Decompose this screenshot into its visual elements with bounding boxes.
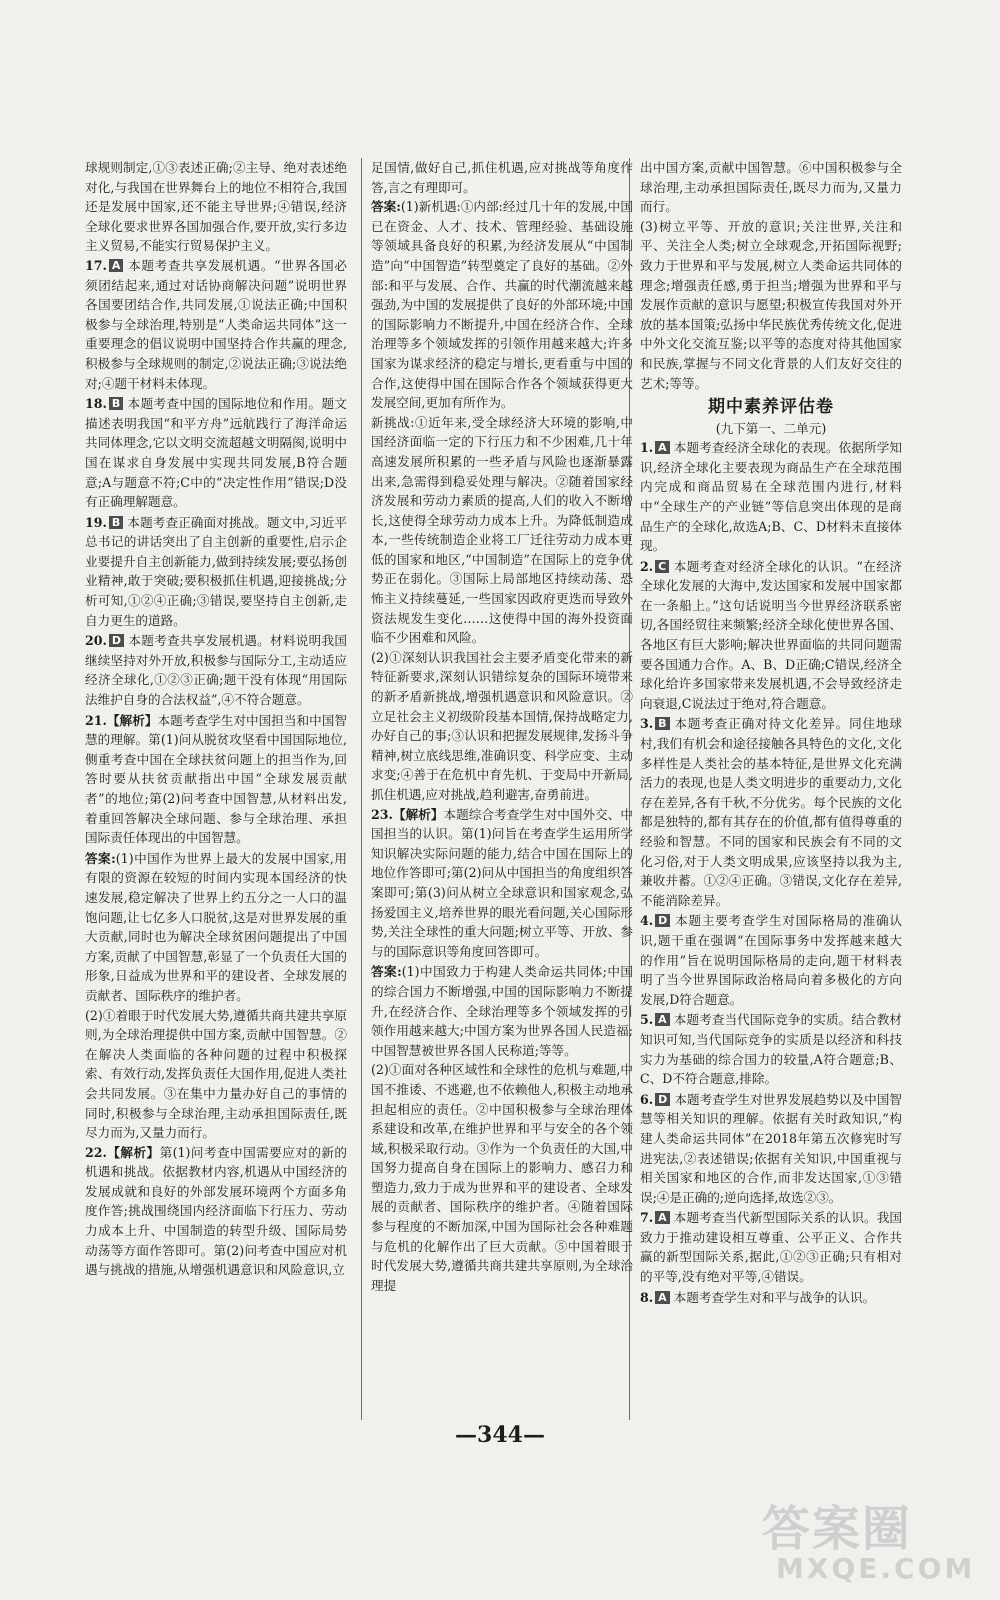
answer-badge: D <box>655 1093 670 1106</box>
answer-item-18: 18. B 本题考查中国的国际地位和作用。题文描述表明我国“和平方舟”远航践行了海洋命运共同体理念,它以文明交流超越文明隔阂,说明中国在谋求自身发展中实现共同发展,B符合题意;A与题意不符;C中的“决定性作用”错误;D没有正确理解题意。 <box>85 396 347 510</box>
watermark <box>752 1490 976 1590</box>
analysis-label: 【解析】 <box>106 712 158 728</box>
analysis-label: 【解析】 <box>106 1144 160 1160</box>
left-column <box>85 158 347 1420</box>
continued-text: 足国情,做好自己,抓住机遇,应对挑战等角度作答,言之有理即可。 <box>371 160 633 195</box>
answer-block: 答案:(1)中国致力于构建人类命运共同体;中国的综合国力不断增强,中国的国际影响力不断提升,在经济合作、全球治理等多个领域发挥的引领作用越来越大;中国方案为世界各国人民造福;中国智慧被世界各国人民称道;等等。 <box>371 964 633 1058</box>
answer-item-22: 22.【解析】第(1)问考查中国需要应对的新的机遇和挑战。依据教材内容,机遇从中国经济的发展成就和良好的外部发展环境两个方面多角度作答;挑战围绕国内经济面临下行压力、劳动力成本上升、中国制造的转型升级、国际局势动荡等方面作答即可。第(2)问考查中国应对机遇与挑战的措施,从增强机遇意识和风险意识,立 <box>85 1144 347 1278</box>
answer-item-20: 20. D 本题考查共享发展机遇。材料说明我国继续坚持对外开放,积极参与国际分工,主动适应经济全球化,①②③正确;题干没有体现“用国际法维护自身的合法权益”,④不符合题意。 <box>85 633 347 708</box>
watermark-url: MXQE.COM <box>776 1552 976 1585</box>
answer-item-17: 17. A 本题考查共享发展机遇。“世界各国必须团结起来,通过对话协商解决问题”说明世界各国要团结合作,共同发展,①说法正确;中国积极参与全球治理,特别是“人类命运共同体”这一重要理念的倡议说明中国坚持合作共赢的理念,积极参与全球规则的制定,②说法正确;③说法绝对;④题干材料未体现。 <box>85 257 347 391</box>
answer-block: 答案:(1)新机遇:①内部:经过几十年的发展,中国已在资金、人才、技术、管理经验、基础设施等领域具备良好的积累,为经济发展从“中国制造”向“中国智造”转型奠定了良好的基础。②外部:和平与发展、合作、共赢的时代潮流越来越强劲,为中国的发展提供了良好的外部环境;中国的国际影响力不断提升,中国在经济合作、全球治理等多个领域发挥的引领作用越来越大;许多国家为谋求经济的稳定与增长,更看重与中国的合作,这使得中国在国际合作各个领域获得更大发展空间,更加有所作为。 <box>371 199 633 411</box>
answer-block: 答案:(1)中国作为世界上最大的发展中国家,用有限的资源在较短的时间内实现本国经济的快速发展,稳定解决了世界上约五分之一人口的温饱问题,让七亿多人口脱贫,这是对世界发展的重大贡献,同时也为解决全球贫困问题提出了中国方案,贡献了中国智慧,彰显了一个负责任大国的形象,日益成为世界和平的建设者、全球发展的贡献者、国际秩序的维护者。 <box>85 850 347 1003</box>
middle-column <box>371 158 633 1420</box>
watermark-logo: 答案圈 <box>762 1501 913 1557</box>
column-divider <box>361 158 362 1420</box>
answer-item: 2. C 本题考查对经济全球化的认识。“在经济全球化发展的大海中,发达国家和发展中国家都在一条船上。”这句话说明当今世界经济联系密切,各国经贸往来频繁;经济全球化使世界各国、各地区有巨大影响;解决世界面临的共同问题需要各国通力合作。A、B、D正确;C错误,经济全球化给许多国家带来发展机遇,不会导致经济走向衰退,C说法过于绝对,符合题意。 <box>640 558 902 711</box>
answer-badge: A <box>655 1211 670 1224</box>
answer-block: (2)①深刻认识我国社会主要矛盾变化带来的新特征新要求,深刻认识错综复杂的国际环境带来的新矛盾新挑战,增强机遇意识和风险意识。②立足社会主义初级阶段基本国情,保持战略定力,办好自己的事;③认识和把握发展规律,发扬斗争精神,树立底线思维,准确识变、科学应变、主动求变;④善于在危机中育先机、于变局中开新局,抓住机遇,应对挑战,趋利避害,奋勇前进。 <box>371 649 633 802</box>
answer-badge: A <box>109 259 124 272</box>
answer-item-19: 19. B 本题考查正确面对挑战。题文中,习近平总书记的讲话突出了自主创新的重要性,启示企业要提升自主创新能力,做到持续发展;要弘扬创业精神,敢于突破;要积极抓住机遇,迎接挑战;分析可知,①②④正确;③错误,要坚持自主创新,走自力更生的道路。 <box>85 514 347 628</box>
answer-item: 6. D 本题考查学生对世界发展趋势以及中国智慧等相关知识的理解。依据有关时政知识,“构建人类命运共同体”在2018年第五次修宪时写进宪法,②表述错误;依据有关知识,中国重视与相关国家和地区的合作,而非发达国家,①③错误;④是正确的;逆向选择,故选②③。 <box>640 1091 902 1205</box>
answer-badge: C <box>655 560 669 573</box>
answer-item-21: 21.【解析】本题考查学生对中国担当和中国智慧的理解。第(1)问从脱贫攻坚看中国国际地位,侧重考查中国在全球扶贫问题上的担当作为,回答时要从扶贫贡献指出中国“全球发展贡献者”的地位;第(2)问考查中国智慧,从材料出发,着重回答解决全球问题、参与全球治理、承担国际责任体现出的中国智慧。 <box>85 712 347 846</box>
answer-badge: A <box>655 1291 670 1304</box>
answer-item: 8. A 本题考查学生对和平与战争的认识。 <box>640 1289 876 1305</box>
section-subtitle: (九下第一、二单元) <box>715 421 827 437</box>
answer-block: (2)①面对各种区域性和全球性的危机与难题,中国不推诿、不逃避,也不依赖他人,积极主动地承担起相应的责任。②中国积极参与全球治理体系建设和改革,在维护世界和平与安全的各个领域,积极采取行动。③作为一个负责任的大国,中国努力提高自身在国际上的影响力、感召力和塑造力,致力于成为世界和平的建设者、全球发展的贡献者、国际秩序的维护者。④随着国际参与程度的不断加深,中国为国际社会各种难题与危机的化解作出了巨大贡献。⑤中国着眼于时代发展大势,遵循共商共建共享原则,为全球治理提 <box>371 1062 633 1293</box>
answer-badge: A <box>655 1013 670 1026</box>
answer-badge: B <box>109 516 123 529</box>
continued-text: 球规则制定,①③表述正确;②主导、绝对表述绝对化,与我国在世界舞台上的地位不相符合,我国还是发展中国家,还不能主导世界;④错误,经济全球化要求世界各国加强合作,要开放,实行多边主义贸易,不能实行贸易保护主义。 <box>85 160 347 254</box>
answer-badge: A <box>655 441 670 454</box>
answer-block: 新挑战:①近年来,受全球经济大环境的影响,中国经济面临一定的下行压力和不少困难,几十年高速发展所积累的一些矛盾与风险也逐渐暴露出来,急需得到稳妥处理与解决。②随着国家经济发展和劳动力素质的提高,人们的收入不断增长,这使得全球劳动力成本上升。为降低制造成本,一些传统制造企业将工厂迁往劳动力成本更低的国家和地区,“中国制造”在国际上的竞争优势正在弱化。③国际上局部地区持续动荡、恐怖主义持续蔓延,一些国家因政府更迭而导致外资法规发生变化……这使得中国的海外投资面临不少困难和风险。 <box>371 414 633 646</box>
answer-badge: B <box>655 717 669 730</box>
answer-badge: D <box>655 914 670 927</box>
answer-item: 7. A 本题考查当代新型国际关系的认识。我国致力于推动建设相互尊重、公平正义、合作共赢的新型国际关系,据此,①②③正确;只有相对的平等,没有绝对平等,④错误。 <box>640 1210 902 1285</box>
answer-badge: B <box>109 397 123 410</box>
answer-block: (2)①着眼于时代发展大势,遵循共商共建共享原则,为全球治理提供中国方案,贡献中国智慧。②在解决人类面临的各种问题的过程中积极探索、有效行动,发挥负责任大国作用,促进人类社会共同发展。③在集中力量办好自己的事情的同时,积极参与全球治理,主动承担国际责任,既尽力而为,又量力而行。 <box>85 1007 347 1141</box>
right-column <box>640 158 902 1420</box>
answer-item: 3. B 本题考查正确对待文化差异。同住地球村,我们有机会和途径接触各具特色的文化,文化多样性是人类社会的基本特征,是世界文化充满活力的表现,也是人类文明进步的重要动力,文化存在差异,各有千秋,不分优劣。每个民族的文化都是独特的,都有其存在的价值,都有值得尊重的经验和智慧。不同的国家和民族会有不同的文化习俗,对于人类文明成果,应该坚持以我为主,兼收并蓄。①②④正确。③错误,文化存在差异,不能消除差异。 <box>640 716 902 908</box>
section-title: 期中素养评估卷 <box>708 397 834 418</box>
continued-text: 出中国方案,贡献中国智慧。⑥中国积极参与全球治理,主动承担国际责任,既尽力而为,又量力而行。 <box>640 160 902 215</box>
answer-block: (3)树立平等、开放的意识;关注世界,关注和平、关注全人类;树立全球观念,开拓国际视野;致力于世界和平与发展,树立人类命运共同体的理念;增强责任感,勇于担当;增强为世界和平与发展作贡献的意识与愿望;积极宣传我国对外开放的基本国策;弘扬中华民族优秀传统文化,促进中外文化交流互鉴;以平等的态度对待其他国家和民族,掌握与不同文化背景的人们友好交往的艺术;等等。 <box>640 218 902 391</box>
answer-list <box>640 438 902 1307</box>
answer-item: 1. A 本题考查经济全球化的表现。依据所学知识,经济全球化主要表现为商品生产在全球范围内完成和商品贸易在全球范围内进行,材料中“全球生产的产业链”等信息突出体现的是商品生产的全球化,故选A;B、C、D材料未直接体现。 <box>640 440 902 554</box>
answer-item: 4. D 本题主要考查学生对国际格局的准确认识,题干重在强调“在国际事务中发挥越来越大的作用”旨在说明国际格局的走向,题干材料表明了当今世界国际政治格局向着多极化的方向发展,D符合题意。 <box>640 913 902 1007</box>
page-number: —344— <box>455 1422 545 1448</box>
answer-badge: D <box>109 634 124 647</box>
answer-item-23: 23.【解析】本题综合考查学生对中国外交、中国担当的认识。第(1)问旨在考查学生运用所学知识解决实际问题的能力,结合中国在国际上的地位作答即可;第(2)问从中国担当的角度组织答案即可;第(3)问从树立全球意识和国家观念,弘扬爱国主义,培养世界的眼光看问题,关心国际形势,关注全球性的重大问题;树立平等、开放、参与的国际意识等角度回答即可。 <box>371 806 633 959</box>
answer-item: 5. A 本题考查当代国际竞争的实质。结合教材知识可知,当代国际竞争的实质是以经济和科技实力为基础的综合国力的较量,A符合题意;B、C、D不符合题意,排除。 <box>640 1012 902 1087</box>
analysis-label: 【解析】 <box>392 806 444 822</box>
